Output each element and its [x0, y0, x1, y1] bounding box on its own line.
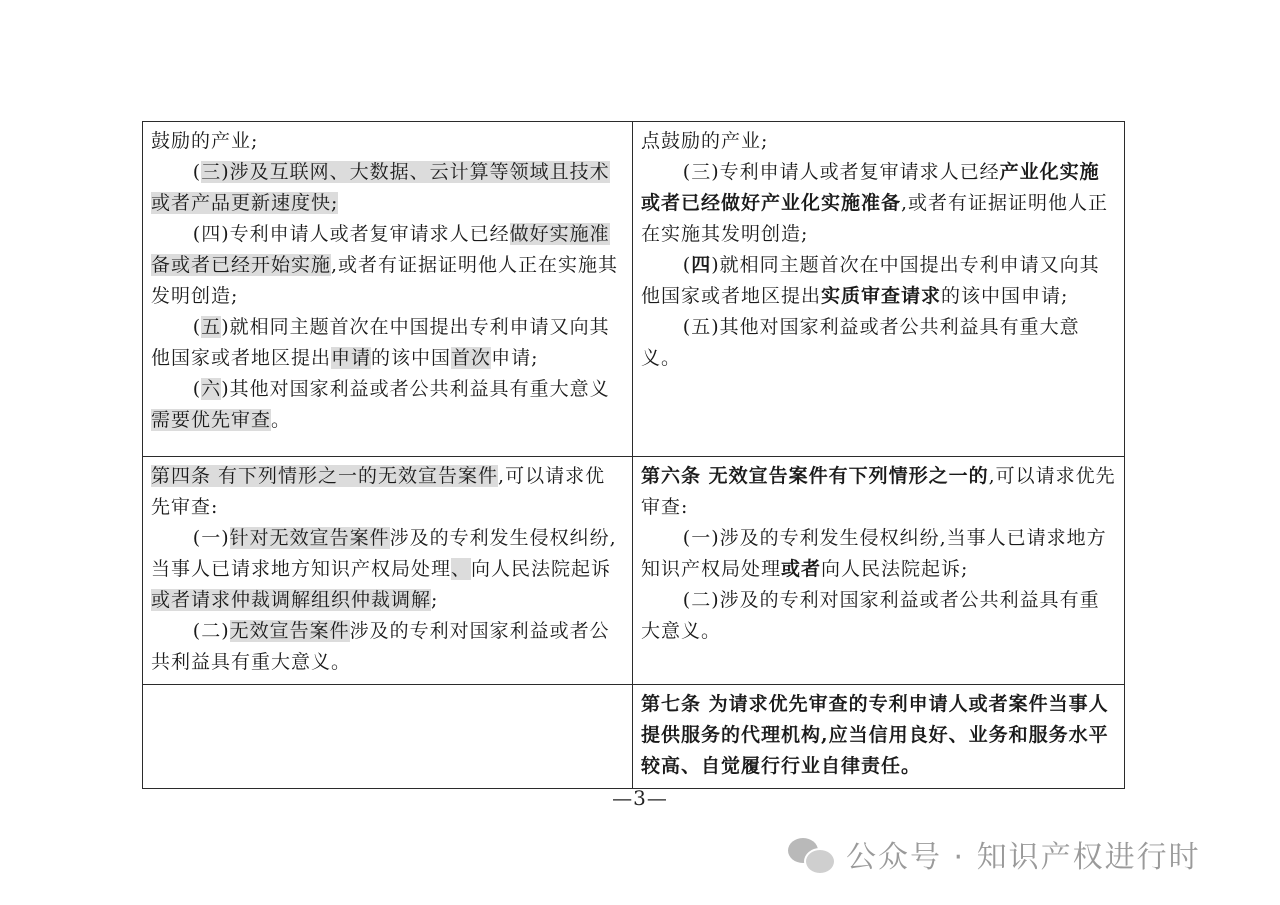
- watermark: [786, 832, 1201, 876]
- highlighted-text: 三)涉及互联网、大数据、云计算等领域且技术或者产品更新速度快;: [151, 161, 610, 214]
- right-cell: [633, 685, 1125, 789]
- wechat-icon: [786, 834, 834, 874]
- bold-text: 实质审查请求: [821, 285, 942, 307]
- bold-text: 或者: [781, 558, 822, 580]
- highlighted-text: 无效宣告案件: [229, 620, 350, 642]
- table-row: [143, 685, 1125, 789]
- paragraph: (四)专利申请人或者复审请求人已经做好实施准备或者已经开始实施,或者有证据证明他人正在实施其发明创造;: [151, 223, 619, 307]
- highlighted-text: 第四条 有下列情形之一的无效宣告案件: [151, 465, 499, 487]
- paragraph: 点鼓励的产业;: [641, 130, 769, 152]
- highlighted-text: 五: [201, 316, 222, 338]
- right-cell: [633, 457, 1125, 685]
- article-paragraph: 第七条 为请求优先审查的专利申请人或者案件当事人提供服务的代理机构,应当信用良好、业务和服务水平较高、自觉履行行业自律责任。: [641, 693, 1109, 777]
- bold-text: 四: [691, 254, 712, 276]
- paragraph: 鼓励的产业;: [151, 130, 259, 152]
- left-cell: [143, 685, 633, 789]
- paragraph: (一)涉及的专利发生侵权纠纷,当事人已请求地方知识产权局处理或者向人民法院起诉;: [641, 527, 1107, 580]
- highlighted-text: 、: [451, 558, 472, 580]
- comparison-table: [142, 121, 1125, 789]
- paragraph: (四)就相同主题首次在中国提出专利申请又向其他国家或者地区提出实质审查请求的该中国申请;: [641, 254, 1100, 307]
- highlighted-text: 申请: [331, 347, 372, 369]
- watermark-text: 公众号 · 知识产权进行时: [846, 840, 1201, 875]
- right-cell: [633, 122, 1125, 457]
- paragraph: (五)其他对国家利益或者公共利益具有重大意义。: [641, 316, 1080, 369]
- paragraph: (六)其他对国家利益或者公共利益具有重大意义需要优先审查。: [151, 378, 610, 431]
- paragraph: (三)涉及互联网、大数据、云计算等领域且技术或者产品更新速度快;: [151, 161, 610, 214]
- page-number: —3—: [612, 786, 668, 810]
- bold-text: 产业化实施或者已经做好产业化实施准备: [641, 161, 1100, 214]
- left-cell: [143, 122, 633, 457]
- left-cell: [143, 457, 633, 685]
- paragraph: (二)涉及的专利对国家利益或者公共利益具有重大意义。: [641, 589, 1100, 642]
- highlighted-text: 做好实施准备或者已经开始实施: [151, 223, 610, 276]
- table-row: [143, 457, 1125, 685]
- highlighted-text: 首次: [451, 347, 492, 369]
- paragraph: (一)针对无效宣告案件涉及的专利发生侵权纠纷,当事人已请求地方知识产权局处理、向人民法院起诉或者请求仲裁调解组织仲裁调解;: [151, 527, 617, 611]
- article-heading: 第四条 有下列情形之一的无效宣告案件,可以请求优先审查:: [151, 465, 606, 518]
- paragraph: (五)就相同主题首次在中国提出专利申请又向其他国家或者地区提出申请的该中国首次申请;: [151, 316, 610, 369]
- bold-text: 第六条 无效宣告案件有下列情形之一的: [641, 465, 989, 487]
- paragraph: (三)专利申请人或者复审请求人已经产业化实施或者已经做好产业化实施准备,或者有证据证明他人正在实施其发明创造;: [641, 161, 1109, 245]
- highlighted-text: 六: [201, 378, 222, 400]
- article-heading: 第六条 无效宣告案件有下列情形之一的,可以请求优先审查:: [641, 465, 1116, 518]
- highlighted-text: 针对无效宣告案件: [229, 527, 390, 549]
- highlighted-text: 需要优先审查: [151, 409, 272, 431]
- table-row: [143, 122, 1125, 457]
- paragraph: (二)无效宣告案件涉及的专利对国家利益或者公共利益具有重大意义。: [151, 620, 610, 673]
- highlighted-text: 或者请求仲裁调解组织仲裁调解: [151, 589, 432, 611]
